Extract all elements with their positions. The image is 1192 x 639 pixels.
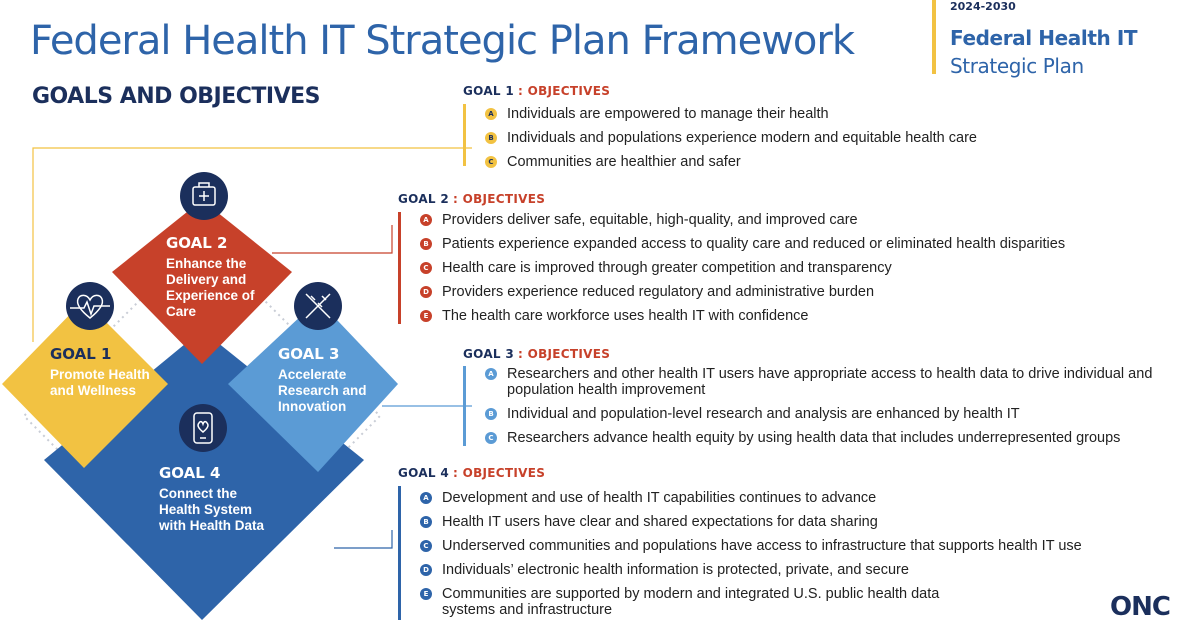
brand-subname: Strategic Plan: [950, 54, 1084, 78]
objectives-word: : OBJECTIVES: [518, 84, 611, 98]
objective-bullet: D: [420, 564, 432, 576]
objective-bullet: C: [485, 432, 497, 444]
goal-2-heading-label: GOAL 2: [398, 192, 449, 206]
objective-item: [420, 562, 980, 578]
brand-name: Federal Health IT: [950, 26, 1138, 50]
goal-4-bar: [398, 486, 401, 620]
goal-3-diamond-text: [278, 345, 384, 415]
goal-3-objectives-list: [485, 366, 1189, 446]
objective-bullet: C: [420, 540, 432, 552]
goal-4-name: Connect the Health System with Health Data: [159, 486, 265, 533]
goal-4-icon-circle: [179, 404, 227, 452]
objective-item: [420, 308, 1180, 324]
goal-2-name: Enhance the Delivery and Experience of Care: [166, 256, 255, 319]
goal-2-objectives-list: [420, 212, 1180, 324]
objective-text: Individuals’ electronic health information is protected, private, and secure: [442, 562, 909, 578]
objective-item: [420, 212, 1180, 228]
objective-text: Health IT users have clear and shared expectations for data sharing: [442, 514, 878, 530]
goal-3-name: Accelerate Research and Innovation: [278, 367, 367, 414]
goal-1-heading-label: GOAL 1: [463, 84, 514, 98]
objective-bullet: B: [420, 516, 432, 528]
objective-item: [485, 154, 1165, 170]
objective-bullet: A: [485, 368, 497, 380]
objective-text: Communities are healthier and safer: [507, 154, 741, 170]
goal-2-bar: [398, 212, 401, 324]
goal-1-name: Promote Health and Wellness: [50, 367, 150, 398]
objective-item: [420, 514, 980, 530]
goal-1-objectives-list: [485, 106, 1165, 170]
goal-4-connector: [334, 530, 392, 548]
objective-text: Patients experience expanded access to quality care and reduced or eliminated health disparities: [442, 236, 1066, 252]
objective-bullet: C: [485, 156, 497, 168]
objective-item: [485, 406, 1189, 422]
objective-item: [485, 130, 1165, 146]
brand-years: 2024-2030: [950, 0, 1016, 13]
objective-item: [420, 538, 1182, 554]
objectives-word: : OBJECTIVES: [453, 192, 546, 206]
objective-text: Researchers and other health IT users have appropriate access to health data to drive individual and population health improvement: [507, 366, 1153, 398]
objective-text: Individual and population-level research and analysis are enhanced by health IT: [507, 406, 1020, 422]
goal-4-objectives-list: [420, 490, 1082, 618]
objective-item: [485, 106, 1165, 122]
objective-text: Individuals are empowered to manage their health: [507, 106, 829, 122]
objectives-word: : OBJECTIVES: [453, 466, 546, 480]
goal-3-heading-label: GOAL 3: [463, 347, 514, 361]
goal-1-bar: [463, 104, 466, 166]
objective-bullet: B: [485, 132, 497, 144]
objective-bullet: A: [420, 214, 432, 226]
goal-4-diamond-text: [159, 464, 269, 534]
objective-text: Development and use of health IT capabilities continues to advance: [442, 490, 877, 506]
goal-3-bar: [463, 366, 466, 446]
objective-bullet: B: [420, 238, 432, 250]
objective-text: Communities are supported by modern and integrated U.S. public health data systems and infrastructure: [442, 586, 940, 618]
goal-1-diamond-text: [50, 345, 150, 399]
objective-item: [420, 490, 980, 506]
objective-bullet: A: [485, 108, 497, 120]
goal-3-objectives-heading: [463, 347, 610, 361]
onc-logo: ONC: [1110, 592, 1170, 622]
objective-text: Individuals and populations experience modern and equitable health care: [507, 130, 977, 146]
objective-item: [420, 260, 1180, 276]
objective-item: [485, 430, 1189, 446]
goal-1-objectives-heading: [463, 84, 610, 98]
objective-text: Providers deliver safe, equitable, high-quality, and improved care: [442, 212, 858, 228]
goal-2-diamond-text: [166, 234, 284, 320]
objective-bullet: B: [485, 408, 497, 420]
objective-bullet: C: [420, 262, 432, 274]
objective-item: [420, 284, 1180, 300]
objective-item: [420, 586, 980, 618]
goal-4-objectives-heading: [398, 466, 545, 480]
objective-item: [420, 236, 1180, 252]
goal-3-label: GOAL 3: [278, 345, 340, 363]
objective-text: Researchers advance health equity by using health data that includes underrepresented groups: [507, 430, 1121, 446]
goal-2-objectives-heading: [398, 192, 545, 206]
objectives-word: : OBJECTIVES: [518, 347, 611, 361]
objective-item: [485, 366, 1189, 398]
goal-2-label: GOAL 2: [166, 234, 228, 252]
objective-bullet: D: [420, 286, 432, 298]
objective-text: The health care workforce uses health IT with confidence: [442, 308, 809, 324]
goal-2-connector: [272, 225, 392, 253]
objective-text: Providers experience reduced regulatory and administrative burden: [442, 284, 875, 300]
goal-4-label: GOAL 4: [159, 464, 221, 482]
objective-bullet: E: [420, 588, 432, 600]
objective-bullet: A: [420, 492, 432, 504]
objective-text: Underserved communities and populations have access to infrastructure that supports health IT use: [442, 538, 1082, 554]
objective-text: Health care is improved through greater competition and transparency: [442, 260, 892, 276]
objective-bullet: E: [420, 310, 432, 322]
goal-1-label: GOAL 1: [50, 345, 112, 363]
page-title: Federal Health IT Strategic Plan Framework: [30, 18, 854, 64]
goal-4-heading-label: GOAL 4: [398, 466, 449, 480]
page-subtitle: GOALS AND OBJECTIVES: [32, 84, 320, 109]
